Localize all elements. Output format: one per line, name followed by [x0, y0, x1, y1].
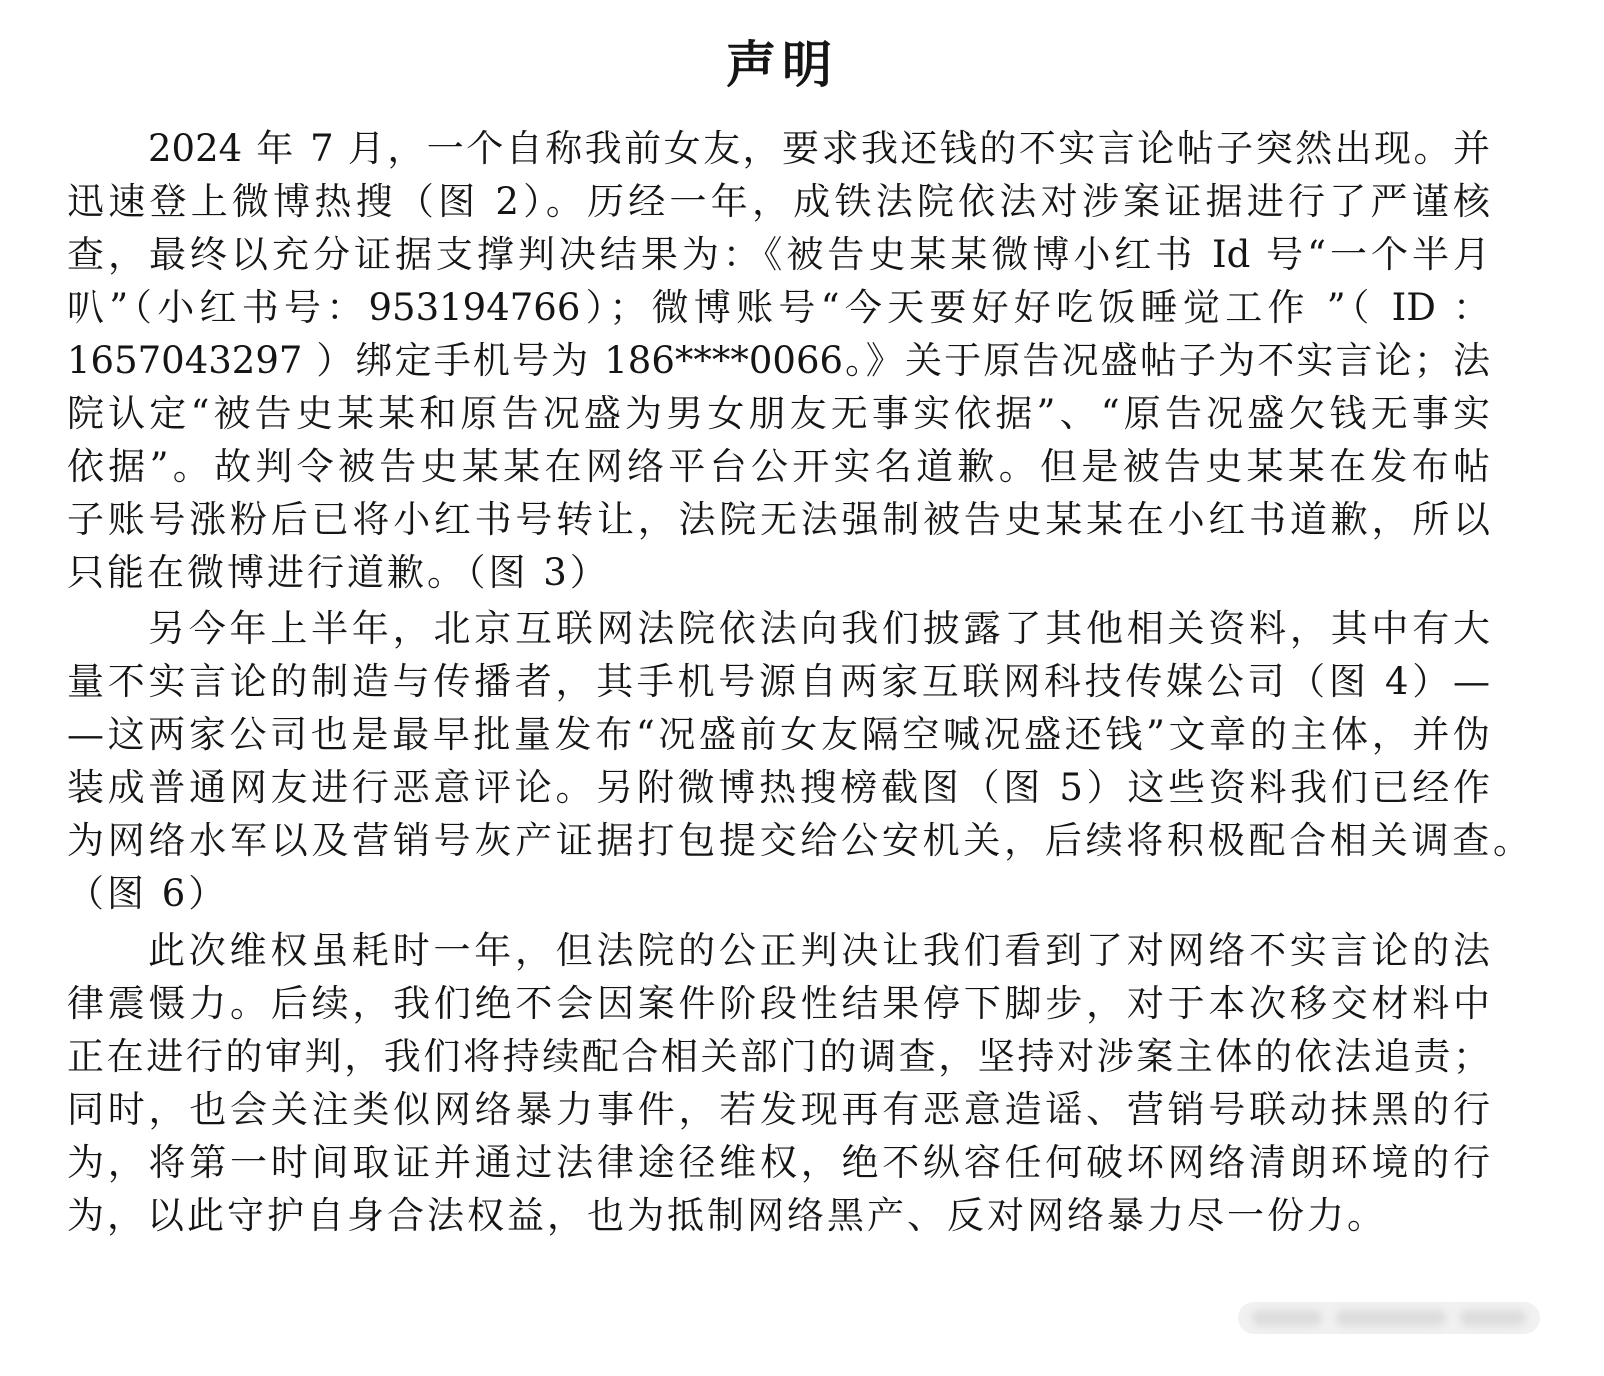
watermark-blur	[1252, 1310, 1322, 1326]
paragraph-3	[67, 924, 1490, 1242]
text-line: 为网络水军以及营销号灰产证据打包提交给公安机关，后续将积极配合相关调查。	[67, 819, 1530, 862]
text-line: 叭”（小红书号：953194766）；微博账号“今天要好好吃饭睡觉工作 ”（ ID ：	[67, 286, 1490, 329]
text-line: —这两家公司也是最早批量发布“况盛前女友隔空喊况盛还钱”文章的主体，并伪	[67, 713, 1490, 756]
text-line: 2024 年 7 月，一个自称我前女友，要求我还钱的不实言论帖子突然出现。并	[148, 127, 1490, 170]
text-line: 依据”。故判令被告史某某在网络平台公开实名道歉。但是被告史某某在发布帖	[67, 445, 1490, 488]
text-line: 装成普通网友进行恶意评论。另附微博热搜榜截图（图 5）这些资料我们已经作	[67, 766, 1490, 809]
paragraph-1	[67, 122, 1490, 599]
text-line: 只能在微博进行道歉。（图 3）	[67, 551, 610, 594]
text-line: 此次维权虽耗时一年，但法院的公正判决让我们看到了对网络不实言论的法	[148, 929, 1490, 972]
text-line: 另今年上半年，北京互联网法院依法向我们披露了其他相关资料，其中有大	[148, 607, 1490, 650]
text-line: （图 6）	[67, 872, 229, 915]
text-line: 为，将第一时间取证并通过法律途径维权，绝不纵容任何破坏网络清朗环境的行	[67, 1141, 1490, 1184]
text-line: 1657043297 ）绑定手机号为 186****0066。》关于原告况盛帖子为不实言论；法	[67, 339, 1490, 382]
text-line: 迅速登上微博热搜（图 2）。历经一年，成铁法院依法对涉案证据进行了严谨核	[67, 180, 1490, 223]
text-line: 子账号涨粉后已将小红书号转让，法院无法强制被告史某某在小红书道歉，所以	[67, 498, 1490, 541]
text-line: 律震慑力。后续，我们绝不会因案件阶段性结果停下脚步，对于本次移交材料中	[67, 982, 1490, 1025]
text-line: 量不实言论的制造与传播者，其手机号源自两家互联网科技传媒公司（图 4）—	[67, 660, 1490, 703]
watermark-blur	[1336, 1310, 1446, 1326]
text-line: 同时，也会关注类似网络暴力事件，若发现再有恶意造谣、营销号联动抹黑的行	[67, 1088, 1490, 1131]
text-line: 院认定“被告史某某和原告况盛为男女朋友无事实依据”、“原告况盛欠钱无事实	[67, 392, 1490, 435]
text-line: 查，最终以充分证据支撑判决结果为：《被告史某某微博小红书 Id 号“一个半月	[67, 233, 1490, 276]
watermark-blur	[1460, 1310, 1526, 1326]
text-line: 为，以此守护自身合法权益，也为抵制网络黑产、反对网络暴力尽一份力。	[67, 1194, 1387, 1237]
document-title: 声明	[726, 35, 838, 94]
paragraph-2	[67, 602, 1530, 920]
text-line: 正在进行的审判，我们将持续配合相关部门的调查，坚持对涉案主体的依法追责；	[67, 1035, 1490, 1078]
watermark	[1238, 1302, 1540, 1334]
